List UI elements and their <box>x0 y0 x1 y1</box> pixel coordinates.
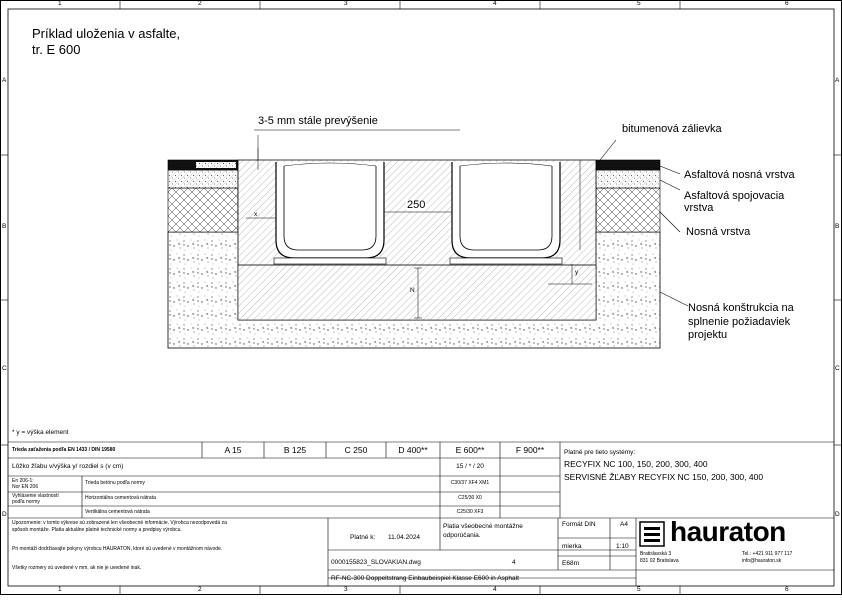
concrete-row1-left2: Nor EN 206 <box>12 484 39 490</box>
phone: Tel.: +421 911 977 117 <box>742 551 793 557</box>
col-label-2-bottom: 2 <box>198 586 202 593</box>
valid-from-label: Platné k: <box>350 534 376 541</box>
col-label-5-bottom: 5 <box>637 586 641 593</box>
email: info@hauraton.sk <box>742 558 782 564</box>
col-label-3-bottom: 3 <box>344 586 348 593</box>
row-label-a: A <box>2 77 7 84</box>
channel-right <box>450 162 562 264</box>
concrete-row1-value: C30/37 XF4 XM1 <box>450 480 490 486</box>
dimension-x: x <box>254 211 258 218</box>
channel-left <box>274 162 386 264</box>
row-label-a-right: A <box>835 77 840 84</box>
drawing-description: RF-NC-300 Doppeltstrang Einbaubeispiel Klasse E600 in Asphalt <box>331 575 519 582</box>
valid-from-date: 11.04.2024 <box>388 534 421 541</box>
drawing-title-line1: Príklad uloženia v asfalte, <box>32 26 181 41</box>
load-class-b125: B 125 <box>283 445 307 455</box>
concrete-row2-left2: podľa normy <box>12 499 40 505</box>
load-class-a15: A 15 <box>224 445 242 455</box>
format-value: A4 <box>620 521 628 528</box>
bed-dimension-value: 15 / * / 20 <box>456 463 484 470</box>
col-label-3: 3 <box>344 0 348 7</box>
brand-name: hauraton <box>670 516 786 547</box>
address-line1: Bratislavská 3 <box>640 551 672 557</box>
dimension-n: N <box>410 287 415 294</box>
wearing-course-label: Asfaltová nosná vrstva <box>684 169 795 181</box>
binder-course-label: Asfaltová spojovacia vrstva <box>684 190 785 214</box>
concrete-row1-left1: En 206-1: <box>12 478 34 484</box>
load-class-c250: C 250 <box>344 445 368 455</box>
row-label-c-right: C <box>835 365 840 372</box>
col-label-1-bottom: 1 <box>58 586 62 593</box>
bed-dimension-label: Lôžko žľabu v/výška y/ rozdiel s (v cm) <box>12 463 124 470</box>
col-label-5: 5 <box>637 0 641 7</box>
dimension-250: 250 <box>407 199 426 211</box>
footnote: * y = výška element <box>12 429 69 436</box>
base-course-label: Nosná vrstva <box>686 226 751 238</box>
col-label-4: 4 <box>493 0 497 7</box>
row-label-d-right: D <box>835 511 840 518</box>
dimension-y: y <box>575 269 579 276</box>
binder-right <box>596 170 660 188</box>
hauraton-logo-mark <box>640 522 664 546</box>
base-course-left <box>168 188 238 232</box>
row-label-c: C <box>2 365 7 372</box>
concrete-row2-value: C25/30 X0 <box>458 495 482 501</box>
valid-for-label: Platné pre tieto systémy: <box>564 449 636 456</box>
remark: Platia všeobecné montážne odporúčania. <box>443 523 523 539</box>
col-label-6-bottom: 6 <box>785 586 789 593</box>
note-line4: Všetky rozmery sú uvedené v mm, ak nie je uvedené inak. <box>12 565 142 571</box>
col-label-6: 6 <box>785 0 789 7</box>
note-line1: Upozornenie: v tomto výkrese sú zobrazené len všeobecné informácie. Výrobca nezodpovedá za <box>12 520 227 526</box>
col-label-4-bottom: 4 <box>493 586 497 593</box>
note-line2: spôsob montáže. Platia aktuálne platné technické normy a predpisy výrobcu. <box>12 527 182 533</box>
load-class-e600: E 600** <box>455 445 485 455</box>
note-line3: Pri montáži dodržiavajte pokyny výrobcu HAURATON, ktoré sú uvedené v montážnom návode. <box>12 546 223 552</box>
col-label-2: 2 <box>198 0 202 7</box>
load-class-d400: D 400** <box>398 445 428 455</box>
address-line2: 831 02 Bratislava <box>640 558 679 564</box>
row-label-d: D <box>2 511 7 518</box>
sealant-label: bitumenová zálievka <box>622 123 722 135</box>
drawing-title-line2: tr. E 600 <box>32 42 81 57</box>
concrete-row3-right: Vertikálna cementová nátrata <box>85 509 150 515</box>
row-label-b: B <box>2 223 7 230</box>
sheet-number: 4 <box>512 559 516 566</box>
load-class-f900: F 900** <box>515 445 545 455</box>
base-course-right <box>596 188 660 232</box>
wearing-right <box>596 160 660 170</box>
load-class-header: Trieda zaťaženia podľa EN 1433 / DIN 19580 <box>12 447 116 453</box>
format-label: Formát DIN <box>562 521 596 528</box>
drawing-code: E68m <box>562 560 579 567</box>
concrete-row2-right: Horizontálna cementová nátrata <box>85 495 156 501</box>
valid-for-line1: RECYFIX NC 100, 150, 200, 300, 400 <box>564 459 708 469</box>
file-name: 0000155823_SLOVAKIAN.dwg <box>331 559 421 566</box>
elevation-label: 3-5 mm stále prevýšenie <box>258 115 378 127</box>
valid-for-line2: SERVISNÉ ŽĽABY RECYFIX NC 150, 200, 300, 400 <box>564 472 764 482</box>
col-label-1: 1 <box>58 0 62 7</box>
subbase-label: Nosná konštrukcia na splnenie požiadaviek projektu <box>688 302 794 341</box>
row-label-b-right: B <box>835 223 840 230</box>
concrete-row3-value: C25/30 XF3 <box>456 509 484 515</box>
concrete-row2-left1: Vyhlásenie vlastností <box>12 493 59 499</box>
scale-value: 1:10 <box>616 543 629 550</box>
concrete-row1-right: Trieda betónu podľa normy <box>85 480 145 486</box>
binder-left <box>168 170 238 188</box>
scale-label: mierka <box>562 543 582 550</box>
